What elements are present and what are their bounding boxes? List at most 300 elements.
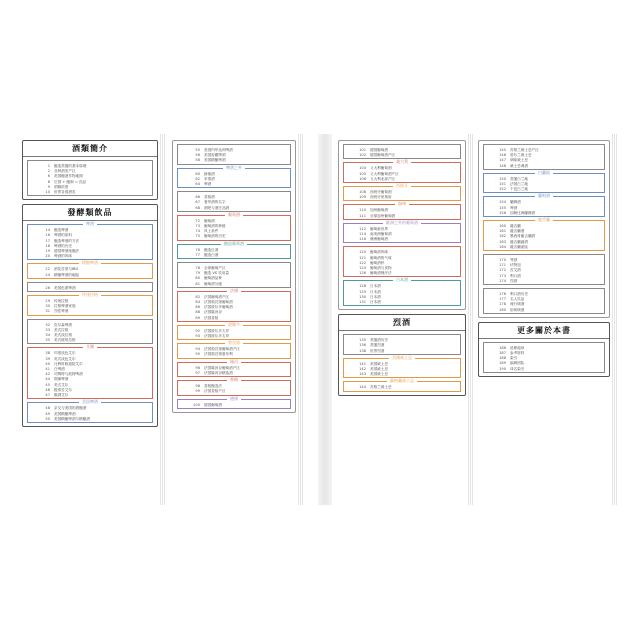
group-label: 酿造葡萄酒 xyxy=(221,241,247,247)
page-number: 144 xyxy=(359,385,366,390)
toc-group xyxy=(177,340,291,358)
toc-group xyxy=(343,159,461,183)
entry-title: 法国隆河谷 xyxy=(204,310,222,315)
page-number: 68 xyxy=(195,205,200,210)
page-number: 45 xyxy=(45,382,50,387)
page-number: 44 xyxy=(45,377,50,382)
page-number: 147 xyxy=(499,158,506,163)
page-number: 56 xyxy=(195,153,200,158)
toc-group xyxy=(177,211,291,241)
entry-title: 酿造啤酒的方法 xyxy=(54,238,80,243)
entry-title: 加州葡萄酒 xyxy=(370,208,388,213)
page-number: 84 xyxy=(195,300,200,305)
page-number: 171 xyxy=(499,263,506,268)
toc-entry[interactable] xyxy=(28,286,152,291)
toc-entry[interactable] xyxy=(344,214,460,219)
page-number: 66 xyxy=(195,195,200,200)
entry-title: 世界各国酒类 xyxy=(54,190,76,195)
column-divider xyxy=(612,134,618,505)
toc-entry[interactable] xyxy=(344,300,460,305)
entry-title: 啤酒 xyxy=(204,182,212,187)
page-number: 120 xyxy=(359,250,366,255)
entry-title: 英式淡色艾尔 xyxy=(54,356,76,361)
entry-title: 法国香槟 xyxy=(204,315,219,320)
entry-title: 延伸阅读 xyxy=(510,345,525,350)
entry-title: 琴酒 xyxy=(510,258,518,263)
page-number: 180 xyxy=(499,307,506,312)
group-label: 啤酒之外 xyxy=(223,165,245,171)
page-number: 29 xyxy=(45,299,50,304)
toc-entry[interactable] xyxy=(178,234,290,239)
column-divider xyxy=(160,134,166,505)
entry-title: 比利时修道院艾尔 xyxy=(54,361,83,366)
toc-entry[interactable] xyxy=(28,417,152,422)
page-number: 76 xyxy=(195,247,200,252)
entry-title: 德国啤酒纯酿法 xyxy=(54,249,80,254)
page-number: 74 xyxy=(195,229,200,234)
toc-entry[interactable] xyxy=(178,206,290,211)
entry-title: 编辑团队 xyxy=(510,361,525,366)
column-divider xyxy=(468,134,474,505)
entry-title: 香槟酿造法 xyxy=(204,384,222,389)
group-label: 勃艮第 xyxy=(225,340,243,346)
page-number: 189 xyxy=(499,361,506,366)
toc-group xyxy=(343,378,461,391)
entry-title: 全球葡萄产区 xyxy=(204,266,226,271)
toc-entry[interactable] xyxy=(28,338,152,343)
page-number: 8 xyxy=(47,179,50,184)
page-number: 14 xyxy=(45,228,50,233)
entry-title: 义大利葡萄酒产区 xyxy=(370,171,399,176)
entry-title: 法国隆河谷葡萄酒产区 xyxy=(204,365,240,370)
entry-title: 酒吧与酒庄品酒 xyxy=(204,205,230,210)
page-number: 138 xyxy=(359,348,366,353)
toc-group xyxy=(177,321,291,340)
page-number: 75 xyxy=(195,234,200,239)
page-number: 62 xyxy=(195,176,200,181)
toc-entry[interactable] xyxy=(178,182,290,187)
toc-group xyxy=(177,358,291,377)
page-number: 1 xyxy=(47,164,50,168)
page-number: 10 xyxy=(45,190,50,195)
entry-title: 葡萄酒的历史 xyxy=(204,234,226,239)
page-number: 92 xyxy=(195,328,200,333)
toc-entry[interactable] xyxy=(178,371,290,376)
entry-title: 爱尔兰威士忌 xyxy=(510,153,532,158)
entry-title: 名人饮品 xyxy=(510,297,525,302)
entry-title: 法国勃艮第葡萄酒 xyxy=(204,300,233,305)
page-number: 122 xyxy=(359,260,366,265)
toc-group xyxy=(177,377,291,395)
page-number: 78 xyxy=(195,266,200,271)
entry-title: 杂交与美国的酒酿酒 xyxy=(54,406,87,411)
page-number: 31 xyxy=(45,309,50,314)
entry-title: 龍舌蘭酒 xyxy=(510,229,525,234)
group-label: 白蘭地 xyxy=(535,170,553,176)
entry-title: 蒸馏酒历史 xyxy=(370,338,388,343)
toc-column-1 xyxy=(22,140,158,431)
entry-title: 酒花苦度与IBU xyxy=(54,267,79,272)
toc-entry[interactable] xyxy=(484,308,604,313)
page-number: 98 xyxy=(195,384,200,389)
entry-title: 葡萄酒杯 xyxy=(370,260,385,265)
page-number: 131 xyxy=(359,300,366,305)
entry-title: 香槟酒 xyxy=(204,195,215,200)
page-number: 32 xyxy=(45,322,50,327)
entry-title: 苦艾酒 xyxy=(510,268,521,273)
entry-title: 墨西哥龍舌蘭酒 xyxy=(510,234,536,239)
page-number: 164 xyxy=(499,244,506,249)
entry-title: 葡萄酒分级 xyxy=(204,281,222,286)
page-number: 93 xyxy=(195,334,200,339)
toc-entry[interactable] xyxy=(344,349,460,354)
entry-title: 酿造蒸馏的基本原理 xyxy=(54,164,87,168)
entry-title: 日本酒 xyxy=(370,284,381,289)
toc-entry[interactable] xyxy=(344,195,460,200)
toc-entry[interactable] xyxy=(484,164,604,169)
toc-group xyxy=(27,399,153,423)
page-number: 79 xyxy=(195,271,200,276)
page-number: 39 xyxy=(45,356,50,361)
group-label: 蘇格蘭威士忌 xyxy=(387,378,417,384)
page-number: 160 xyxy=(499,224,506,229)
page-number: 176 xyxy=(499,292,506,297)
toc-group xyxy=(177,191,291,212)
toc-group xyxy=(177,164,291,189)
page-number: 173 xyxy=(499,273,506,278)
toc-column-2 xyxy=(172,140,296,417)
page-number: 163 xyxy=(499,239,506,244)
toc-group xyxy=(483,144,605,170)
entry-title: 美式拉格 xyxy=(54,327,69,332)
page-number: 155 xyxy=(499,205,506,210)
page-number: 190 xyxy=(499,366,506,371)
toc-section xyxy=(338,314,466,395)
entry-title: 啤酒的风味 xyxy=(54,254,72,259)
entry-title: 西班牙里奥哈 xyxy=(370,195,392,200)
page-number: 38 xyxy=(45,351,50,356)
page-number: 55 xyxy=(195,148,200,152)
toc-section xyxy=(22,140,158,200)
toc-section xyxy=(338,140,466,310)
entry-title: 西班牙葡萄酒 xyxy=(370,190,392,195)
group-label: 隆河 xyxy=(227,359,241,365)
entry-title: 干邑白兰地 xyxy=(510,187,528,192)
toc-entry[interactable] xyxy=(28,273,152,278)
entry-title: 世界烈酒 xyxy=(370,348,385,353)
entry-title: 法国波尔多左岸 xyxy=(204,328,230,333)
entry-title: 义大利葡萄酒 xyxy=(370,166,392,171)
entry-title: 葡萄酒的种植 xyxy=(204,224,226,229)
page-number: 124 xyxy=(359,266,366,271)
page-number: 19 xyxy=(45,249,50,254)
toc-group xyxy=(343,219,461,244)
toc-entry[interactable] xyxy=(178,316,290,321)
group-label: 法國 xyxy=(227,288,241,294)
page-number: 102 xyxy=(359,153,366,158)
page-number: 67 xyxy=(195,200,200,205)
group-label: 歐洲之外的葡萄酒 xyxy=(383,220,421,226)
group-label: 香檳 xyxy=(227,377,241,383)
toc-entry[interactable] xyxy=(28,393,152,398)
page-number: 112 xyxy=(359,226,366,231)
entry-title: 美国精酿啤酒 xyxy=(204,158,226,163)
toc-group xyxy=(343,246,461,277)
page-number: 81 xyxy=(195,281,200,286)
page-number: 136 xyxy=(359,343,366,348)
toc-entry[interactable] xyxy=(28,309,152,314)
page-number: 18 xyxy=(45,243,50,248)
page-number: 110 xyxy=(359,208,366,213)
toc-entry[interactable] xyxy=(178,403,290,408)
entry-title: 法国波尔多葡萄酒 xyxy=(204,305,233,310)
page-number: 40 xyxy=(45,361,50,366)
toc-entry[interactable] xyxy=(178,253,290,258)
page-number: 97 xyxy=(195,370,200,375)
group-label: 義大利 xyxy=(393,159,411,165)
toc-entry[interactable] xyxy=(178,334,290,339)
entry-title: 索引 xyxy=(510,356,518,361)
page-number: 141 xyxy=(359,361,366,366)
entry-title: 加勒比海蘭姆酒 xyxy=(510,210,536,215)
entry-title: 啤酒的历史 xyxy=(54,243,72,248)
page-number: 178 xyxy=(499,302,506,307)
toc-group xyxy=(343,183,461,201)
entry-title: 日本酒 xyxy=(370,294,381,299)
page-number: 16 xyxy=(45,233,50,238)
page-number: 130 xyxy=(359,294,366,299)
toc-section xyxy=(478,140,610,318)
page-number: 106 xyxy=(359,176,366,181)
entry-title: 印度淡色艾尔 xyxy=(54,351,76,356)
toc-group xyxy=(343,277,461,306)
entry-title: 法国隆河谷精选酒 xyxy=(204,370,233,375)
entry-title: 美式琥珀拉格 xyxy=(54,338,76,343)
section-title: 酒類簡介 xyxy=(23,141,157,157)
entry-title: 拉格啤酒家族 xyxy=(54,304,76,309)
toc-section xyxy=(22,204,158,427)
toc-group xyxy=(483,169,605,194)
toc-entry[interactable] xyxy=(28,254,152,259)
page-number: 100 xyxy=(193,402,200,407)
entry-title: 美国窖藏啤酒 xyxy=(204,153,226,158)
entry-title: 利口酒 xyxy=(510,273,521,278)
entry-title: 司陶特与波特啤酒 xyxy=(54,372,83,377)
page-number: 50 xyxy=(45,416,50,421)
entry-title: 澳洲葡萄酒 xyxy=(370,237,388,242)
entry-title: 龍舌蘭調酒 xyxy=(510,239,528,244)
entry-title: 威士忌调酒 xyxy=(510,163,528,168)
entry-title: 法国勃艮第夏布利 xyxy=(204,352,233,357)
page-number: 2 xyxy=(47,169,50,174)
entry-title: 各种酒类产区 xyxy=(54,169,76,174)
entry-title: 参考资料 xyxy=(510,351,525,356)
page-number: 41 xyxy=(45,367,50,372)
section-title: 烈酒 xyxy=(339,315,465,331)
entry-title: 白啤酒 xyxy=(54,367,65,372)
toc-entry[interactable] xyxy=(178,282,290,287)
page-number: 73 xyxy=(195,224,200,229)
group-label: 啤酒 xyxy=(83,221,97,227)
group-label: 传统拉格 xyxy=(79,292,101,298)
entry-title: 美国精酿啤酒 xyxy=(54,411,76,416)
entry-title: 烟熏啤酒 xyxy=(54,377,69,382)
entry-title: 义大利北部产区 xyxy=(370,176,396,181)
toc-group xyxy=(177,262,291,288)
entry-title: 苹果酒 xyxy=(204,176,215,181)
entry-title: 美国威士忌 xyxy=(370,372,388,377)
page-number: 188 xyxy=(499,356,506,361)
group-label: 波爾多 xyxy=(225,322,243,328)
page-number: 20 xyxy=(45,254,50,259)
page-number: 99 xyxy=(195,389,200,394)
page-number: 26 xyxy=(45,285,50,290)
page-number: 161 xyxy=(499,229,506,234)
page-number: 142 xyxy=(359,367,366,372)
toc-entry[interactable] xyxy=(344,153,460,158)
toc-entry[interactable] xyxy=(28,190,152,195)
toc-entry[interactable] xyxy=(484,211,604,216)
page-number: 154 xyxy=(499,200,506,205)
page-number: 60 xyxy=(195,171,200,176)
toc-entry[interactable] xyxy=(178,389,290,394)
page-number: 95 xyxy=(195,352,200,357)
group-label: 西班牙 xyxy=(393,183,411,189)
entry-title: 全球加州葡萄酒 xyxy=(370,213,396,218)
entry-title: 啤酒的原料 xyxy=(54,233,72,238)
toc-entry[interactable] xyxy=(178,158,290,163)
entry-title: 法国香槟产区 xyxy=(204,389,226,394)
page-number: 80 xyxy=(195,276,200,281)
toc-entry[interactable] xyxy=(344,385,460,390)
page-number: 48 xyxy=(45,406,50,411)
toc-entry[interactable] xyxy=(484,245,604,250)
toc-section xyxy=(478,322,610,377)
entry-title: 葡萄酒风味 xyxy=(370,250,388,255)
group-label: 龍舌蘭 xyxy=(535,217,553,223)
toc-group xyxy=(27,292,153,316)
page-number: 129 xyxy=(359,289,366,294)
toc-entry[interactable] xyxy=(484,367,604,372)
entry-title: 烈性啤酒 xyxy=(54,309,69,314)
entry-title: 葡萄酒与食物 xyxy=(370,266,392,271)
page-number: 9 xyxy=(47,184,50,189)
entry-title: 传统拉格 xyxy=(54,299,69,304)
page-number: 30 xyxy=(45,304,50,309)
entry-title: 流行调酒 xyxy=(510,302,525,307)
entry-title: 酒精浓度 xyxy=(54,184,69,189)
entry-title: 南美洲葡萄酒 xyxy=(370,232,392,237)
page-number: 17 xyxy=(45,238,50,243)
entry-title: 法国白兰地 xyxy=(510,182,528,187)
entry-title: 龍舌蘭 xyxy=(510,224,521,229)
page-number: 172 xyxy=(499,268,506,273)
page-number: 101 xyxy=(359,148,366,152)
page-number: 174 xyxy=(499,278,506,283)
book-spine xyxy=(318,134,332,505)
page-number: 121 xyxy=(359,255,366,260)
entry-title: 葡萄酒 xyxy=(204,218,215,223)
page-number: 128 xyxy=(359,284,366,289)
entry-title: 蜂蜜酒 xyxy=(204,171,215,176)
entry-title: 伏特加 xyxy=(510,263,521,268)
entry-title: 啤酒 xyxy=(510,205,518,210)
group-label: 艾爾 xyxy=(83,344,97,350)
entry-title: 蒸馏白兰地 xyxy=(510,176,528,181)
page-number: 49 xyxy=(45,411,50,416)
entry-title: 酿造啤酒 xyxy=(54,228,69,233)
toc-entry[interactable] xyxy=(344,372,460,377)
entry-title: 奢华酒的名字 xyxy=(204,200,226,205)
page-number: 35 xyxy=(45,338,50,343)
entry-title: 法国勃艮第葡萄酒产区 xyxy=(204,347,240,352)
page-number: 42 xyxy=(45,372,50,377)
toc-group xyxy=(343,354,461,379)
entry-title: 美国威士忌 xyxy=(370,367,388,372)
toc-group xyxy=(27,160,153,196)
entry-title: 美国内华达州啤酒 xyxy=(204,148,233,152)
toc-group xyxy=(177,144,291,165)
page-number: 88 xyxy=(195,310,200,315)
toc-group xyxy=(483,193,605,217)
toc-entry[interactable] xyxy=(178,352,290,357)
entry-title: 日本酒 xyxy=(370,300,381,305)
page-number: 186 xyxy=(499,345,506,350)
entry-title: 德国葡萄酒 xyxy=(370,148,388,152)
entry-title: 利口酒历史 xyxy=(510,292,528,297)
page-number: 146 xyxy=(499,153,506,158)
toc-entry[interactable] xyxy=(344,237,460,242)
page-number: 162 xyxy=(499,234,506,239)
page-number: 143 xyxy=(359,372,366,377)
toc-group xyxy=(27,221,153,260)
toc-entry[interactable] xyxy=(484,279,604,284)
entry-title: 葡萄新世界 xyxy=(370,226,388,231)
toc-group xyxy=(27,344,153,399)
toc-entry[interactable] xyxy=(344,271,460,276)
section-title: 更多關於本書 xyxy=(479,323,609,339)
page-number: 46 xyxy=(45,387,50,392)
group-label: 德國 xyxy=(227,396,241,402)
page-number: 33 xyxy=(45,327,50,332)
column-divider xyxy=(298,134,304,505)
entry-title: 极浓苦艾尔 xyxy=(54,387,72,392)
toc-group xyxy=(483,217,605,251)
entry-title: 美国精酿啤酒与精酿酒 xyxy=(54,416,90,421)
toc-column-4 xyxy=(478,140,610,381)
page-number: 156 xyxy=(499,210,506,215)
entry-title: 美国酿酒作物地图 xyxy=(54,174,83,179)
page-number: 150 xyxy=(499,176,506,181)
entry-title: 烈酒 xyxy=(510,278,518,283)
entry-title: 酿造红酒 xyxy=(204,247,219,252)
entry-title: 德国葡萄酒产区 xyxy=(370,153,396,158)
page-number: 96 xyxy=(195,365,200,370)
page-number: 152 xyxy=(499,187,506,192)
entry-title: 庄园 + 酿制 = 饮品 xyxy=(54,179,87,184)
group-label: 加州 xyxy=(395,201,409,207)
entry-title: 译名索引 xyxy=(510,366,525,371)
entry-title: 蒸馏烈酒 xyxy=(370,343,385,348)
toc-group xyxy=(27,260,153,278)
page-number: 34 xyxy=(45,333,50,338)
entry-title: 法国葡萄酒产区 xyxy=(204,294,230,299)
page-number: 135 xyxy=(359,338,366,343)
page-number: 77 xyxy=(195,252,200,257)
toc-entry[interactable] xyxy=(344,177,460,182)
toc-entry[interactable] xyxy=(484,187,604,192)
page-number: 72 xyxy=(195,218,200,223)
